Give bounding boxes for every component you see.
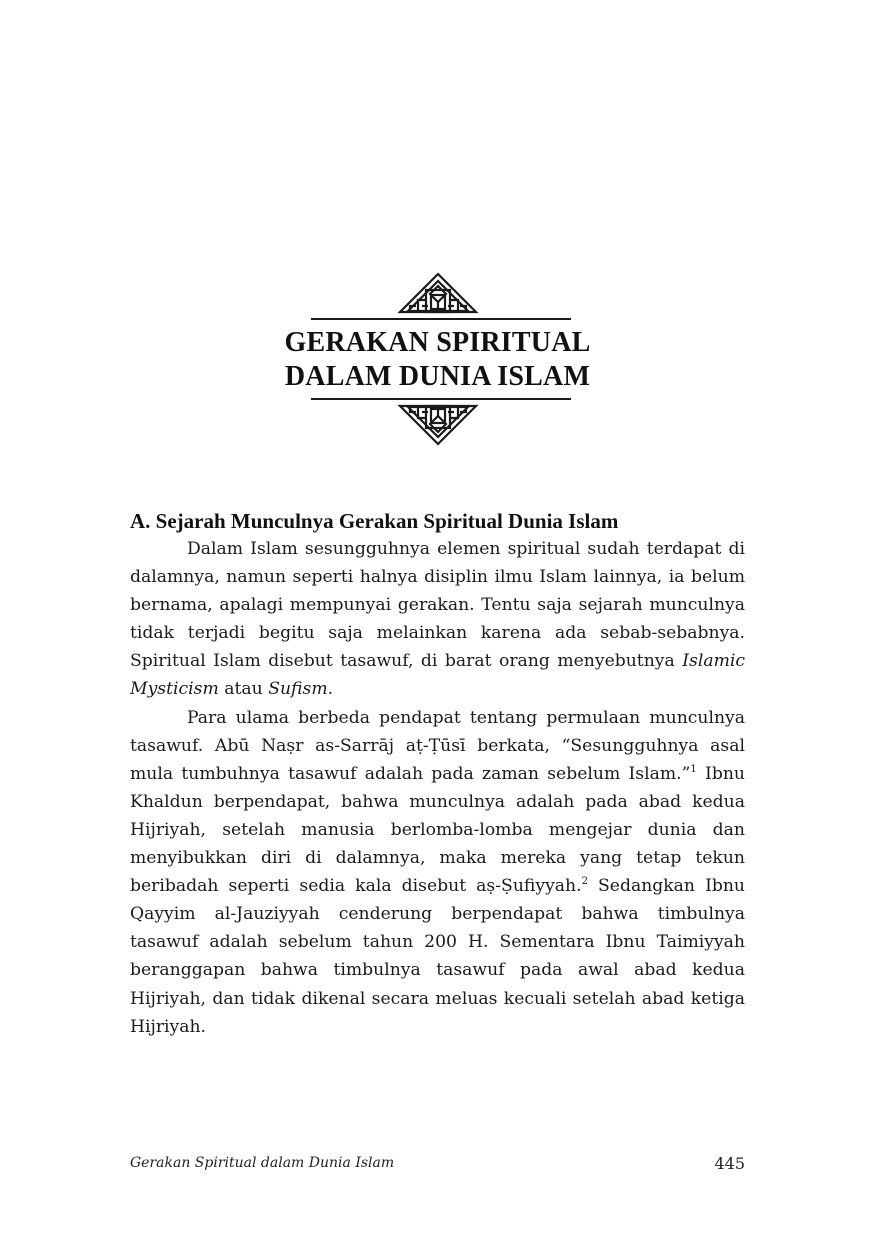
body-text — [130, 535, 745, 1041]
paragraph-2-part-2: Ibnu Khaldun berpendapat, bahwa munculnya adalah pada abad kedua Hijriyah, setelah manusia berlomba-lomba mengejar dunia dan menyibukkan diri di dalamnya, maka mereka yang tetap tekun beribadah seperti sedia kala disebut aṣ-Ṣufiyyah. — [130, 763, 745, 897]
islamic-ornament-bottom — [396, 396, 480, 446]
page-number: 445 — [714, 1154, 745, 1173]
footnote-ref-1[interactable]: 1 — [690, 763, 697, 775]
paragraph-2-part-3: Sedangkan Ibnu Qayyim al-Jauziyyah cenderung berpendapat bahwa timbulnya tasawuf adalah sebelum tahun 200 H. Sementara Ibnu Taimiyyah beranggapan bahwa timbulnya tasawuf pada awal abad kedua Hijriyah, dan tidak dikenal secara meluas kecuali setelah abad ketiga Hijriyah. — [130, 876, 745, 1037]
footnote-ref-2[interactable]: 2 — [581, 876, 588, 888]
paragraph-1 — [130, 535, 745, 704]
chapter-title — [0, 326, 875, 394]
chapter-title-line-2: DALAM DUNIA ISLAM — [284, 361, 591, 392]
paragraph-1-conjunction: atau — [218, 679, 269, 700]
paragraph-2-part-1: Para ulama berbeda pendapat tentang permulaan munculnya tasawuf. Abū Naṣr as-Sarrāj aṭ-Ṭūsī berkata, “Sesungguhnya asal mula tumbuhnya tasawuf adalah pada zaman sebelum Islam.” — [130, 707, 745, 784]
chapter-title-line-1: GERAKAN SPIRITUAL — [284, 327, 591, 358]
section-heading: A. Sejarah Munculnya Gerakan Spiritual Dunia Islam — [130, 509, 619, 533]
running-footer-title: Gerakan Spiritual dalam Dunia Islam — [130, 1155, 395, 1171]
paragraph-1-text: Dalam Islam sesungguhnya elemen spiritual sudah terdapat di dalamnya, namun seperti halnya disiplin ilmu Islam lainnya, ia belum bernama, apalagi mempunyai gerakan. Tentu saja sejarah munculnya tidak terjadi begitu saja melainkan karena ada sebab-sebabnya. Spiritual Islam disebut tasawuf, di barat orang menyebutnya — [130, 539, 745, 672]
paragraph-2 — [130, 704, 745, 1041]
islamic-ornament-top — [396, 272, 480, 322]
title-rule-top — [311, 318, 571, 320]
paragraph-1-end: . — [327, 679, 334, 700]
term-islamic-mysticism: Islamic Mysticism — [130, 651, 745, 700]
term-sufism: Sufism — [268, 679, 328, 700]
